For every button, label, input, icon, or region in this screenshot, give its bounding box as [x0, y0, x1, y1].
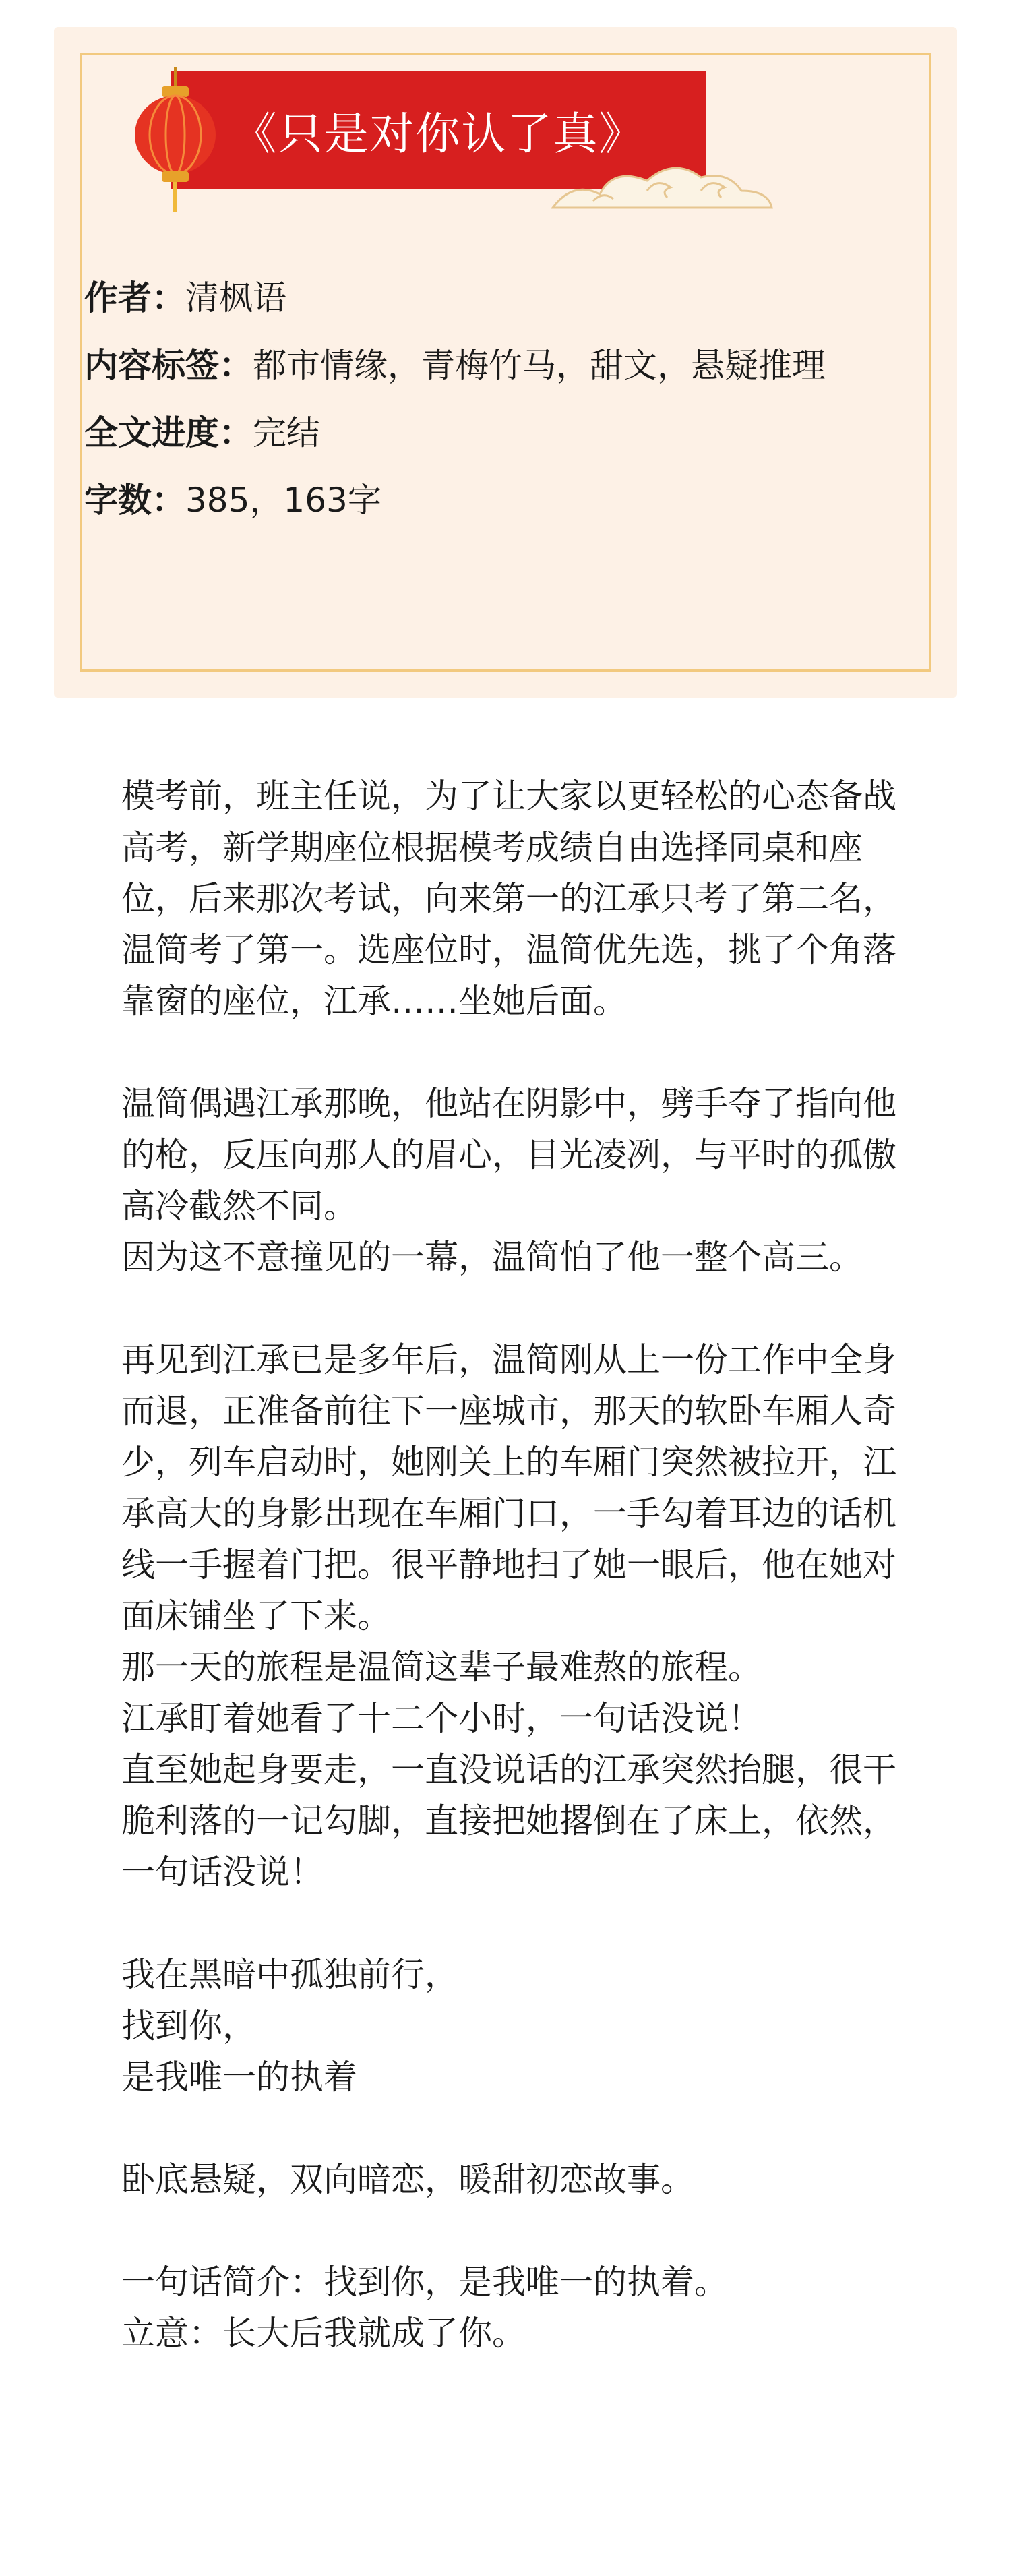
paragraph: 温简偶遇江承那晚，他站在阴影中，劈手夺了指向他的枪，反压向那人的眉心，目光凌冽，与平时的孤傲高冷截然不同。 [121, 1084, 896, 1226]
paragraph: 那一天的旅程是温简这辈子最难熬的旅程。 [121, 1648, 762, 1687]
lantern-icon [131, 67, 219, 216]
paragraph: 直至她起身要走，一直没说话的江承突然抬腿，很干脆利落的一记勾脚，直接把她撂倒在了床上，依然，一句话没说！ [121, 1750, 896, 1892]
tags-value: 都市情缘，青梅竹马，甜文，悬疑推理 [253, 346, 826, 385]
book-meta [84, 264, 930, 534]
progress-row [84, 399, 930, 467]
progress-label: 全文进度： [84, 413, 253, 452]
cloud-icon [546, 154, 775, 218]
paragraph: 江承盯着她看了十二个小时，一句话没说！ [121, 1699, 762, 1738]
word-count-label: 字数： [84, 481, 185, 520]
progress-value: 完结 [253, 413, 320, 452]
author-label: 作者： [84, 278, 185, 318]
one-line-summary: 一句话简介：找到你，是我唯一的执着。 [121, 2263, 728, 2302]
word-count-row [84, 467, 930, 534]
book-title: 《只是对你认了真》 [232, 108, 645, 160]
theme-statement: 立意：长大后我就成了你。 [121, 2314, 526, 2353]
author-row [84, 264, 930, 332]
author-value: 清枫语 [185, 278, 286, 318]
poem-line: 是我唯一的执着 [121, 2058, 357, 2097]
poem-line: 找到你， [121, 2006, 256, 2045]
genre-summary: 卧底悬疑，双向暗恋，暖甜初恋故事。 [121, 2160, 694, 2199]
synopsis [121, 771, 910, 2359]
word-count-value: 385，163字 [185, 481, 381, 520]
paragraph: 因为这不意撞见的一幕，温简怕了他一整个高三。 [121, 1238, 863, 1277]
paragraph: 再见到江承已是多年后，温简刚从上一份工作中全身而退，正准备前往下一座城市，那天的软卧车厢人奇少，列车启动时，她刚关上的车厢门突然被拉开，江承高大的身影出现在车厢门口，一手勾着耳边的话机线一手握着门把。很平静地扫了她一眼后，他在她对面床铺坐了下来。 [121, 1340, 896, 1636]
paragraph: 模考前，班主任说，为了让大家以更轻松的心态备战高考，新学期座位根据模考成绩自由选择同桌和座位，后来那次考试，向来第一的江承只考了第二名，温简考了第一。选座位时，温简优先选，挑了个角落靠窗的座位，江承……坐她后面。 [121, 777, 896, 1021]
poem-line: 我在黑暗中孤独前行， [121, 1955, 458, 1994]
tags-row [84, 332, 930, 399]
tags-label: 内容标签： [84, 346, 253, 385]
